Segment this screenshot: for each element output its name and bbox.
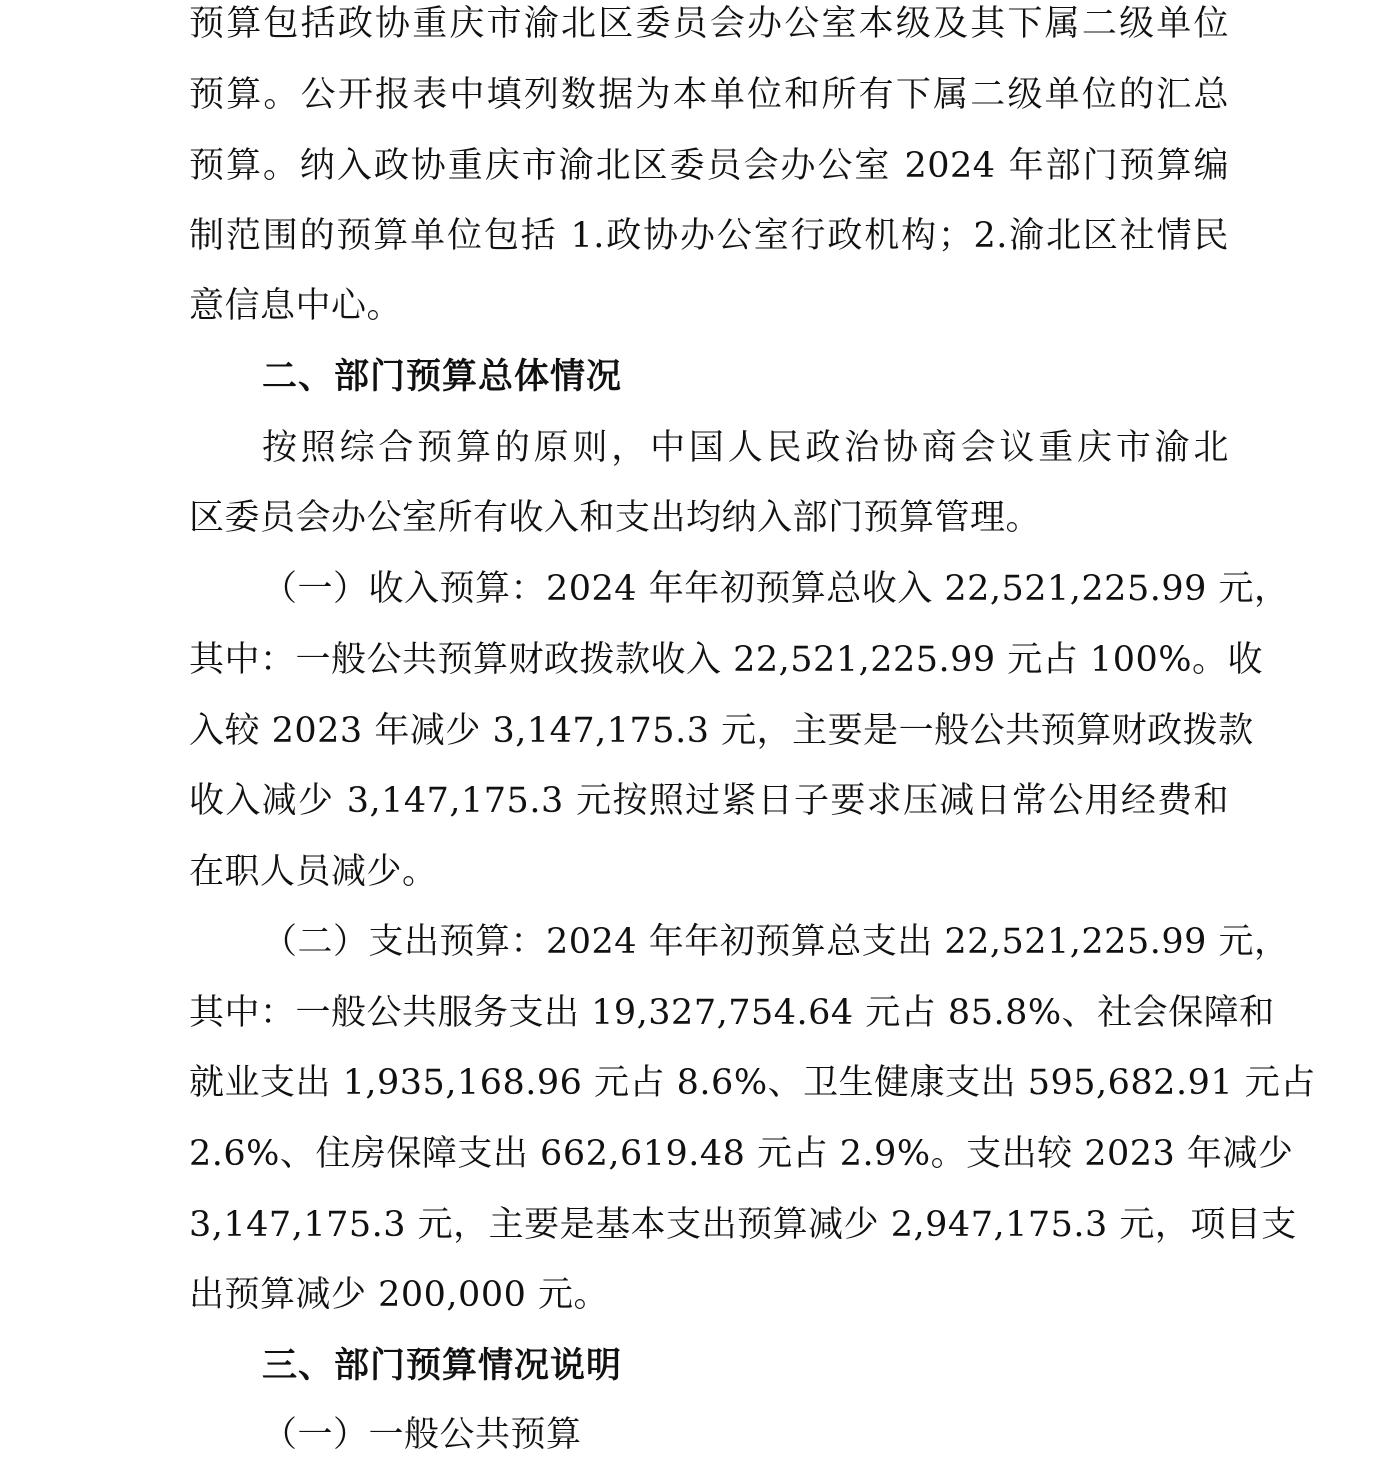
section2-intro-line-1: 按照综合预算的原则，中国人民政治协商会议重庆市渝北 <box>262 428 1229 468</box>
section2-heading: 二、部门预算总体情况 <box>262 357 623 397</box>
income-line-2: 其中：一般公共预算财政拨款收入 22,521,225.99 元占 100%。收 <box>189 640 1263 680</box>
scope-line-4: 制范围的预算单位包括 1.政协办公室行政机构；2.渝北区社情民 <box>189 216 1229 256</box>
scope-line-1: 预算包括政协重庆市渝北区委员会办公室本级及其下属二级单位 <box>189 4 1229 44</box>
scope-line-2: 预算。公开报表中填列数据为本单位和所有下属二级单位的汇总 <box>189 75 1229 115</box>
scope-line-5: 意信息中心。 <box>189 286 403 326</box>
scope-line-3: 预算。纳入政协重庆市渝北区委员会办公室 2024 年部门预算编 <box>189 146 1229 186</box>
income-line-5: 在职人员减少。 <box>189 852 438 892</box>
expense-line-2: 其中：一般公共服务支出 19,327,754.64 元占 85.8%、社会保障和 <box>189 993 1275 1033</box>
expense-line-4: 2.6%、住房保障支出 662,619.48 元占 2.9%。支出较 2023 年减少 <box>189 1134 1294 1174</box>
expense-line-3: 就业支出 1,935,168.96 元占 8.6%、卫生健康支出 595,682.91 元占 <box>189 1063 1316 1103</box>
section3-heading: 三、部门预算情况说明 <box>262 1346 623 1386</box>
income-line-3: 入较 2023 年减少 3,147,175.3 元，主要是一般公共预算财政拨款 <box>189 711 1254 751</box>
section3-subheading-1: （一）一般公共预算 <box>262 1415 582 1455</box>
expense-line-6: 出预算减少 200,000 元。 <box>189 1275 609 1315</box>
income-line-1: （一）收入预算：2024 年年初预算总收入 22,521,225.99 元， <box>262 569 1290 609</box>
section2-intro-line-2: 区委员会办公室所有收入和支出均纳入部门预算管理。 <box>189 498 1042 538</box>
expense-line-1: （二）支出预算：2024 年年初预算总支出 22,521,225.99 元， <box>262 922 1290 962</box>
income-line-4: 收入减少 3,147,175.3 元按照过紧日子要求压减日常公用经费和 <box>189 781 1229 821</box>
expense-line-5: 3,147,175.3 元，主要是基本支出预算减少 2,947,175.3 元，项目支 <box>189 1205 1297 1245</box>
